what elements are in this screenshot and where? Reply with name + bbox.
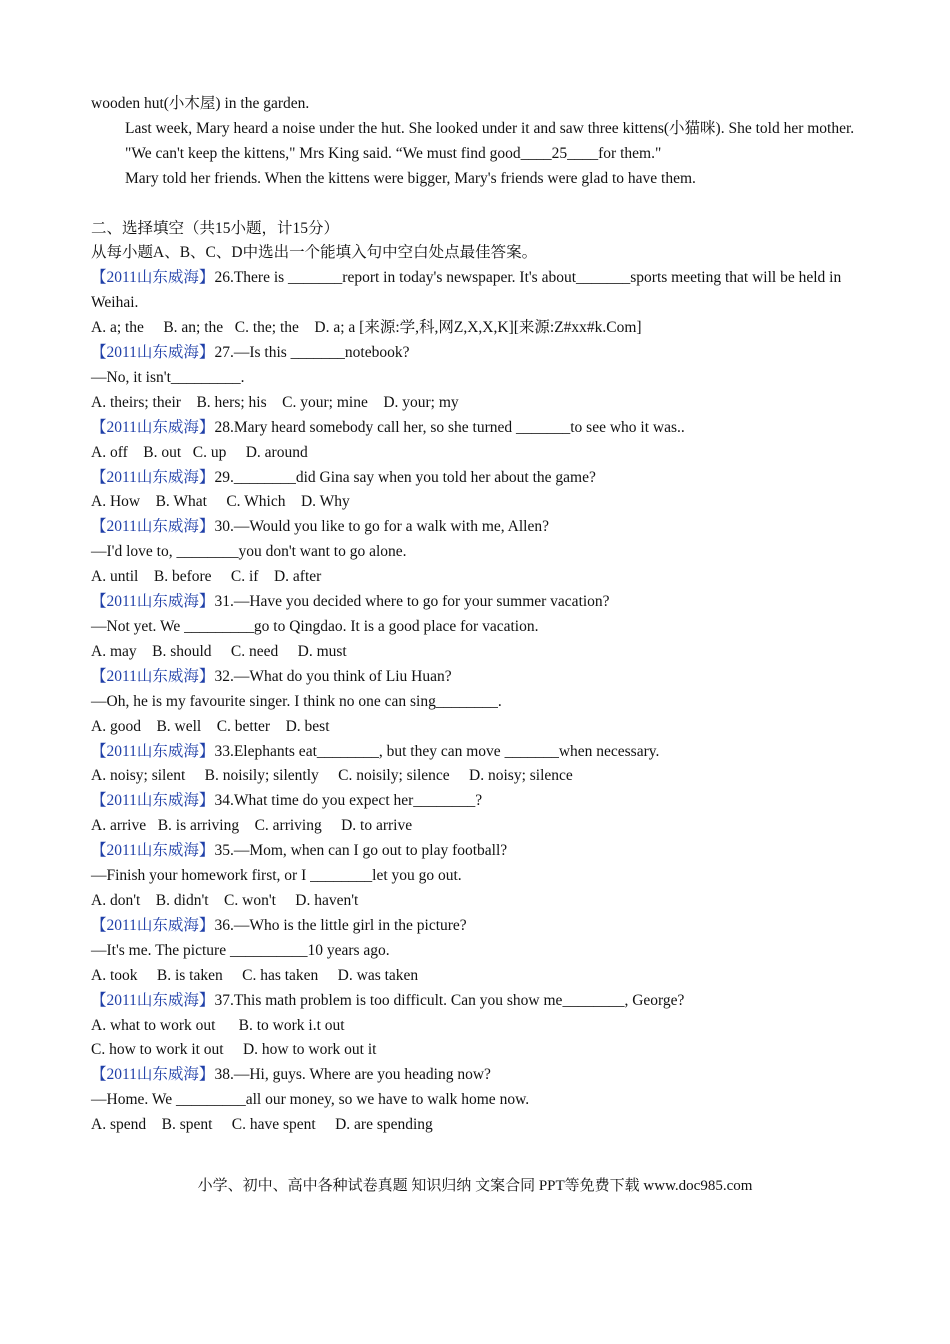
question-item <box>91 341 863 416</box>
passage-paragraph: Last week, Mary heard a noise under the hut. She looked under it and saw three kittens(小猫咪). She told her mother. <box>125 119 855 137</box>
blank-spacer <box>91 192 863 217</box>
dialogue-line: —No, it isn't_________. <box>91 368 245 386</box>
source-tag: 【2011山东威海】 <box>91 916 215 934</box>
answer-options: A. a; the B. an; the C. the; the D. a; a [来源:学,科,网Z,X,X,K][来源:Z#xx#k.Com] <box>91 319 642 337</box>
question-item <box>91 590 863 665</box>
question-item <box>91 515 863 590</box>
answer-options: A. noisy; silent B. noisily; silently C. noisily; silence D. noisy; silence <box>91 767 573 785</box>
question-stem <box>91 789 863 814</box>
question-item <box>91 740 863 790</box>
dialogue-line: —Oh, he is my favourite singer. I think no one can sing________. <box>91 692 502 710</box>
dialogue-line: —I'd love to, ________you don't want to go alone. <box>91 543 407 561</box>
question-list <box>91 266 863 1138</box>
question-stem <box>91 590 863 615</box>
source-tag: 【2011山东威海】 <box>91 667 215 685</box>
question-item <box>91 266 863 341</box>
question-text: 34.What time do you expect her________? <box>214 792 483 810</box>
question-stem <box>91 266 863 316</box>
question-text: 37.This math problem is too difficult. Can you show me________, George? <box>214 991 685 1009</box>
question-stem <box>91 466 863 491</box>
source-tag: 【2011山东威海】 <box>91 269 215 287</box>
answer-options: A. until B. before C. if D. after <box>91 568 322 586</box>
question-item <box>91 989 863 1064</box>
source-tag: 【2011山东威海】 <box>91 593 215 611</box>
question-item <box>91 789 863 839</box>
source-tag: 【2011山东威海】 <box>91 842 215 860</box>
question-item <box>91 839 863 914</box>
passage-line: wooden hut(小木屋) in the garden. <box>91 95 310 112</box>
passage-paragraph: "We can't keep the kittens," Mrs King said. “We must find good____25____for them." <box>125 144 662 162</box>
answer-options: A. may B. should C. need D. must <box>91 642 347 660</box>
source-tag: 【2011山东威海】 <box>91 742 215 760</box>
question-text: 31.—Have you decided where to go for your summer vacation? <box>214 593 610 611</box>
dialogue-line: —Finish your homework first, or I ________let you go out. <box>91 867 462 885</box>
question-stem <box>91 341 863 366</box>
section-instruction: 从每小题A、B、C、D中选出一个能填入句中空白处点最佳答案。 <box>91 244 538 262</box>
question-text: 28.Mary heard somebody call her, so she turned _______to see who it was.. <box>214 418 685 436</box>
question-text: 29.________did Gina say when you told her about the game? <box>214 468 596 486</box>
question-stem <box>91 839 863 864</box>
answer-options: A. don't B. didn't C. won't D. haven't <box>91 891 359 909</box>
question-text: 26.There is _______report in today's newspaper. It's about_______sports meeting that will be held in Weihai. <box>91 269 842 312</box>
answer-options: A. off B. out C. up D. around <box>91 443 308 461</box>
answer-options: A. what to work out B. to work i.t out <box>91 1016 345 1034</box>
question-item <box>91 914 863 989</box>
answer-options: A. theirs; their B. hers; his C. your; mine D. your; my <box>91 393 459 411</box>
question-stem <box>91 665 863 690</box>
source-tag: 【2011山东威海】 <box>91 518 215 536</box>
answer-options: A. spend B. spent C. have spent D. are spending <box>91 1116 433 1134</box>
document-body <box>91 92 863 1138</box>
answer-options: A. How B. What C. Which D. Why <box>91 493 350 511</box>
question-text: 38.—Hi, guys. Where are you heading now? <box>214 1066 491 1084</box>
question-stem <box>91 740 863 765</box>
answer-options: A. took B. is taken C. has taken D. was taken <box>91 966 419 984</box>
question-item <box>91 665 863 740</box>
source-tag: 【2011山东威海】 <box>91 991 215 1009</box>
source-tag: 【2011山东威海】 <box>91 468 215 486</box>
question-text: 33.Elephants eat________, but they can move _______when necessary. <box>214 742 660 760</box>
answer-options: C. how to work it out D. how to work out it <box>91 1041 377 1059</box>
question-item <box>91 416 863 466</box>
answer-options: A. good B. well C. better D. best <box>91 717 330 735</box>
dialogue-line: —Home. We _________all our money, so we have to walk home now. <box>91 1091 530 1109</box>
question-stem <box>91 416 863 441</box>
source-tag: 【2011山东威海】 <box>91 1066 215 1084</box>
question-text: 32.—What do you think of Liu Huan? <box>214 667 452 685</box>
source-tag: 【2011山东威海】 <box>91 418 215 436</box>
question-item <box>91 1063 863 1138</box>
source-tag: 【2011山东威海】 <box>91 344 215 362</box>
question-stem <box>91 1063 863 1088</box>
section-heading: 二、选择填空（共15小题，计15分） <box>91 219 340 237</box>
question-stem <box>91 914 863 939</box>
dialogue-line: —Not yet. We _________go to Qingdao. It is a good place for vacation. <box>91 618 539 636</box>
question-text: 36.—Who is the little girl in the picture? <box>214 916 467 934</box>
question-stem <box>91 989 863 1014</box>
question-text: 27.—Is this _______notebook? <box>214 344 410 362</box>
source-tag: 【2011山东威海】 <box>91 792 215 810</box>
question-text: 35.—Mom, when can I go out to play football? <box>214 842 508 860</box>
page-footer: 小学、初中、高中各种试卷真题 知识归纳 文案合同 PPT等免费下载 www.doc985.com <box>197 1178 753 1194</box>
passage-paragraph: Mary told her friends. When the kittens were bigger, Mary's friends were glad to have them. <box>125 169 696 187</box>
answer-options: A. arrive B. is arriving C. arriving D. to arrive <box>91 817 413 835</box>
question-text: 30.—Would you like to go for a walk with me, Allen? <box>214 518 549 536</box>
question-stem <box>91 515 863 540</box>
dialogue-line: —It's me. The picture __________10 years ago. <box>91 941 390 959</box>
question-item <box>91 466 863 516</box>
